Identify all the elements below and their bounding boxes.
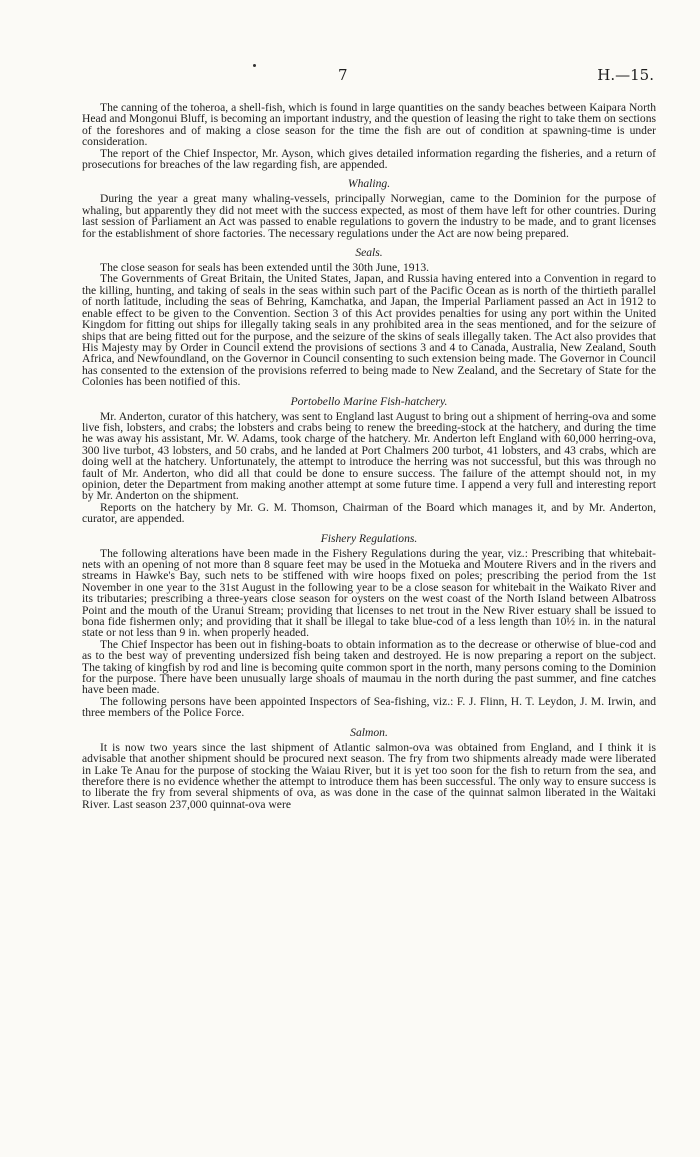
paragraph-whaling: During the year a great many whaling-vessels, principally Norwegian, came to the Dominion for the purpose of whaling, but apparently they did not meet with the success expected, as most of them have left for other countries. During last session of Parliament an Act was passed to enable regulations to govern the industry to be made, and to grant licenses for the establishment of shore factories. The necessary regulations under the Act are now being prepared. bbox=[82, 192, 656, 240]
paragraph-hatchery-shipment: Mr. Anderton, curator of this hatchery, was sent to England last August to bring out a shipment of herring-ova and some live fish, lobsters, and crabs; the lobsters and crabs being to renew the breeding-stock at the hatchery, and during the time he was away his assistant, Mr. W. Adams, took charge of the hatchery. Mr. Anderton left England with 60,000 herring-ova, 300 live turbot, 43 lobsters, and 50 crabs, and he landed at Port Chalmers 200 turbot, 41 lobsters, and 43 crabs, which are doing well at the hatchery. Unfortunately, the attempt to introduce the herring was not successful, but this was through no fault of Mr. Anderton, who did all that could be done to ensure success. The failure of the attempt should not, in my opinion, deter the Department from making another attempt at some future time. I append a very full and interesting report by Mr. Anderton on the shipment. bbox=[82, 409, 656, 503]
section-heading-hatchery: Portobello Marine Fish-hatchery. bbox=[290, 394, 448, 408]
section-heading-seals: Seals. bbox=[355, 246, 383, 260]
paragraph-hatchery-reports: Reports on the hatchery by Mr. G. M. Thomson, Chairman of the Board which manages it, and by Mr. Anderton, curator, are appended. bbox=[82, 500, 656, 526]
paragraph-regulations-inspectors: The following persons have been appointed Inspectors of Sea-fishing, viz.: F. J. Flinn, H. T. Leydon, J. M. Irwin, and three members of the Police Force. bbox=[82, 694, 656, 720]
document-body bbox=[82, 102, 656, 810]
page-number: 7 bbox=[338, 66, 348, 84]
paragraph-seals-convention: The Governments of Great Britain, the United States, Japan, and Russia having entered into a Convention in regard to the killing, hunting, and taking of seals in the seas within such part of the Pacific Ocean as is north of the thirtieth parallel of north latitude, including the seas of Behring, Kamchatka, and Japan, the Imperial Parliament passed an Act in 1912 to enable effect to be given to the Convention. Section 3 of this Act provides penalties for using any port within the United Kingdom for fitting out ships for illegally taking seals in any prohibited area in the seas mentioned, and for the seizure of ships that are being fitted out for the purpose, and the seizure of the skins of seals illegally taken. The Act also provides that His Majesty may by Order in Council extend the provisions of sections 3 and 4 to Canada, Australia, New Zealand, South Africa, and Newfoundland, on the Governor in Council consenting to such extension being made. The Governor in Council has consented to the extension of the provisions referred to being made to New Zealand, and the Secretary of State for the Colonies has been notified of this. bbox=[82, 272, 656, 389]
section-heading-whaling: Whaling. bbox=[347, 177, 391, 191]
paragraph-regulations-alterations: The following alterations have been made in the Fishery Regulations during the year, viz.: Prescribing that whitebait-nets with an opening of not more than 8 square feet may be used in the Motueka and Moutere Rivers and in the rivers and streams in Hawke's Bay, such nets to be stiffened with wire hoops fixed on poles; prescribing the period from the 1st November in one year to the 31st August in the following year to be a close season for whitebait in the Waikato River and its tributaries; prescribing a three-years close season for oysters on the west coast of the North Island between Albatross Point and the mouth of the Uranui Stream; providing that licenses to net trout in the New River estuary shall be issued to bona fide fishermen only; and providing that it shall be illegal to take blue-cod of a less length than 10½ in. in the natural state or not less than 9 in. when properly headed. bbox=[82, 546, 656, 640]
print-mark bbox=[253, 64, 256, 67]
report-code: H.—15. bbox=[597, 66, 654, 84]
paragraph-seals-close-season: The close season for seals has been extended until the 30th June, 1913. bbox=[100, 261, 430, 275]
section-heading-regulations: Fishery Regulations. bbox=[320, 531, 418, 545]
paragraph-chief-inspector-report: The report of the Chief Inspector, Mr. Ayson, which gives detailed information regarding the fisheries, and a return of prosecutions for breaches of the law regarding fish, are appended. bbox=[82, 146, 656, 172]
section-heading-salmon: Salmon. bbox=[350, 725, 388, 739]
paragraph-salmon: It is now two years since the last shipment of Atlantic salmon-ova was obtained from England, and I think it is advisable that another shipment should be procured next season. The fry from two shipments already made were liberated in Lake Te Anau for the purpose of stocking the Waiau River, but it is yet too soon for the fish to return from the sea, and therefore there is no evidence whether the attempt to introduce them has been successful. The only way to ensure success is to liberate the fry from several shipments of ova, as was done in the case of the quinnat salmon liberated in the Waitaki River. Last season 237,000 quinnat-ova were bbox=[82, 740, 656, 811]
paragraph-regulations-blue-cod: The Chief Inspector has been out in fishing-boats to obtain information as to the decrease or otherwise of blue-cod and as to the best way of preventing undersized fish being taken and destroyed. He is now preparing a report on the subject. The taking of kingfish by rod and line is becoming quite common sport in the north, many persons coming to the Dominion for the purpose. There have been unusually large shoals of maumau in the north during the past summer, and fine catches have been made. bbox=[82, 637, 656, 697]
paragraph-toheroa: The canning of the toheroa, a shell-fish, which is found in large quantities on the sandy beaches between Kaipara North Head and Mongonui Bluff, is becoming an important industry, and the question of leasing the right to take them on sections of the foreshores and of making a close season for the time the fish are out of condition at spawning-time is under consideration. bbox=[82, 101, 656, 149]
